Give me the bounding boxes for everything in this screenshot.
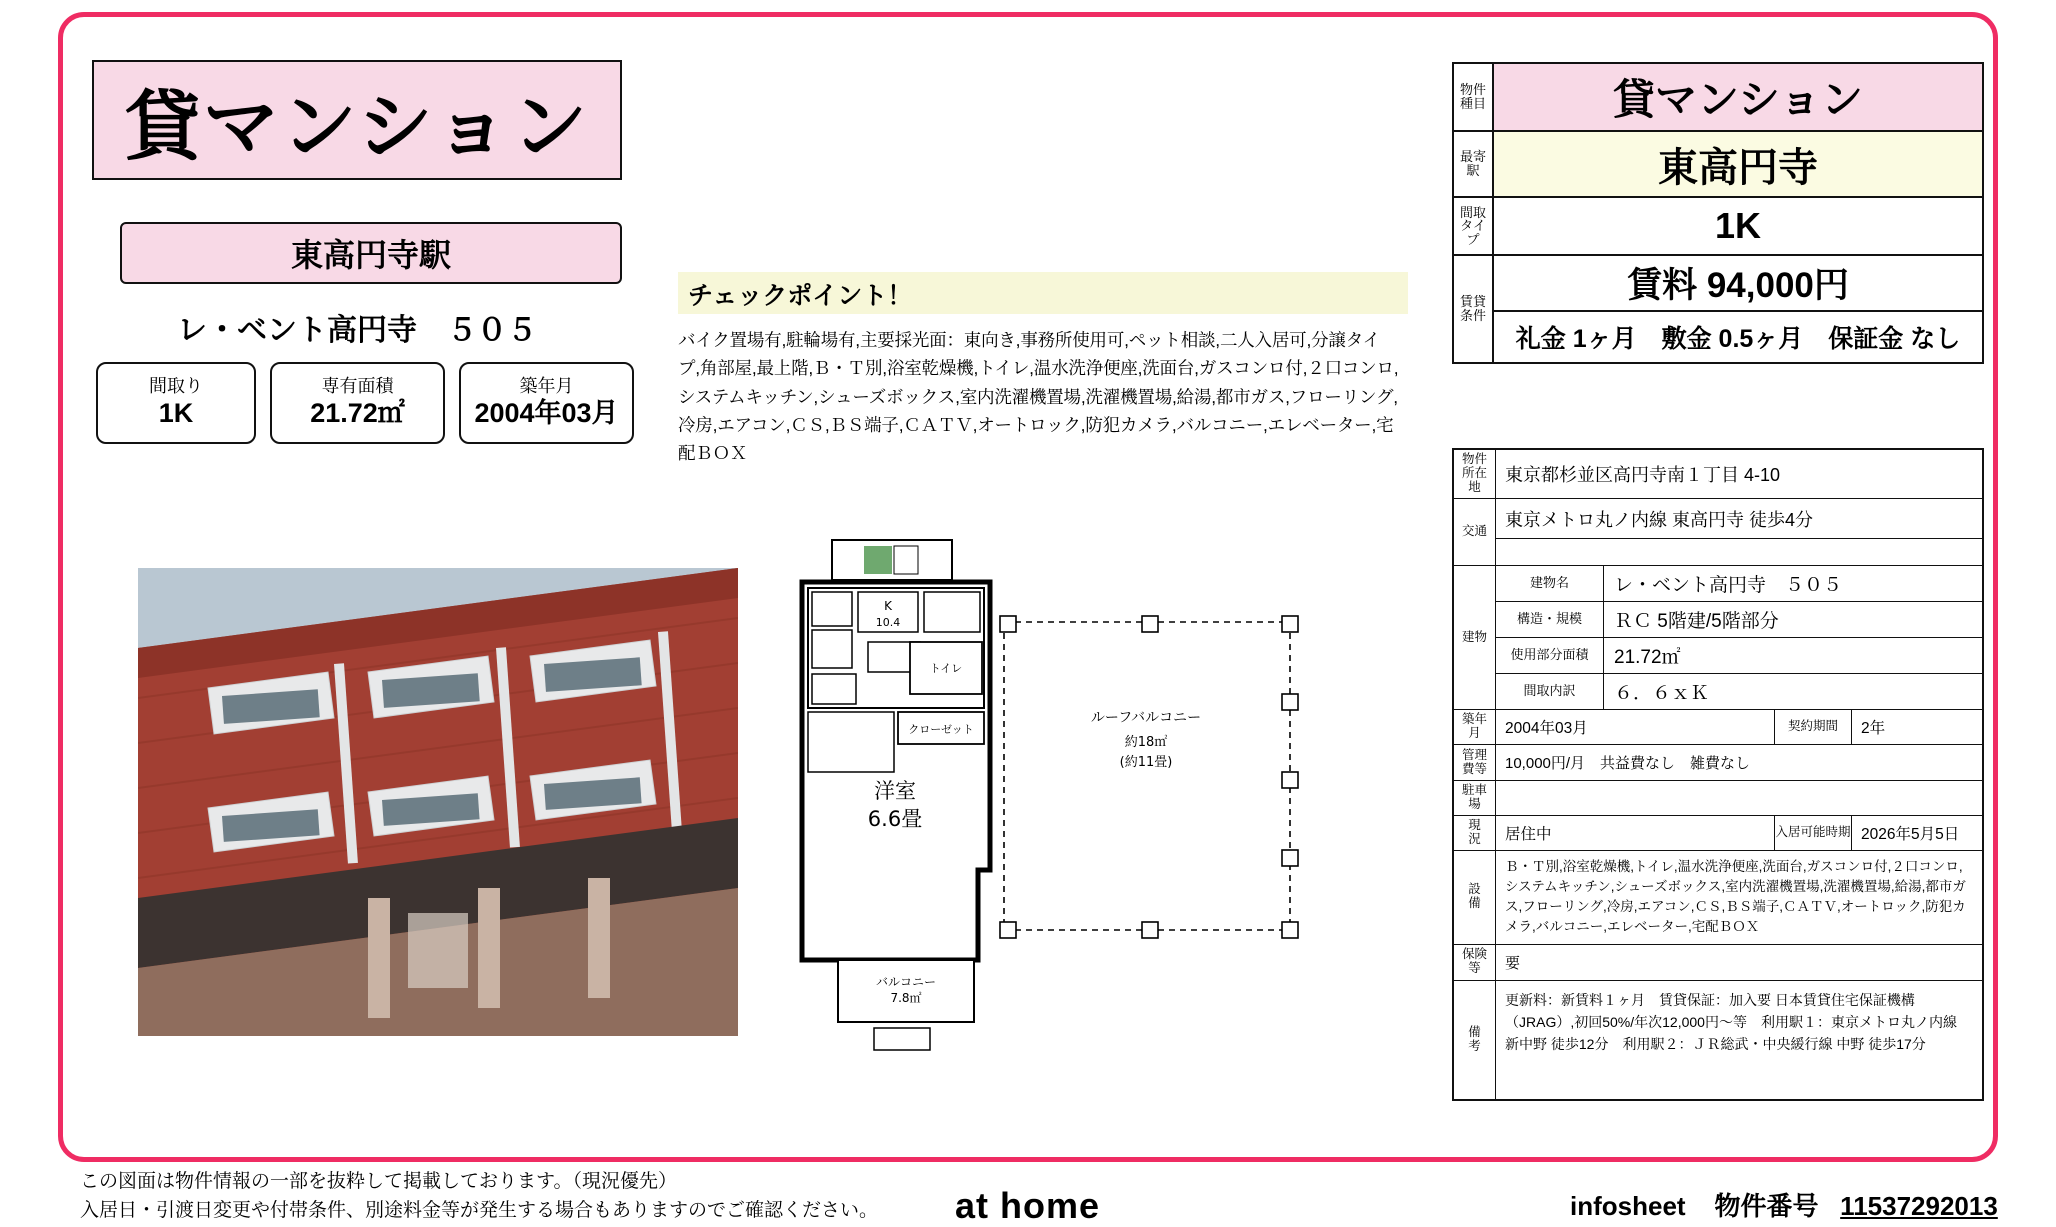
summary-layout-value: 1K [1714,205,1762,246]
property-type-title-text: 貸マンション [124,81,590,171]
traffic-value: 東京メトロ丸ノ内線 東高円寺 徒歩4分 [1496,499,1982,539]
spec-built [459,362,634,444]
property-photo [138,568,738,1036]
building-row-layout [1496,674,1982,709]
address-value: 東京都杉並区高円寺南１丁目 4-10 [1505,465,1781,485]
athome-logo-text: at home [955,1185,1101,1226]
property-no-value: 11537292013 [1840,1191,1998,1221]
mgmt-label: 管理費等 [1454,745,1496,780]
status-value: 居住中 [1505,825,1552,843]
building-row-name [1496,566,1982,602]
property-no-label: 物件番号 [1714,1191,1819,1221]
mgmt-value: 10,000円/月 共益費なし 雑費なし [1505,755,1751,772]
summary-type-label: 物件種目 [1454,64,1494,130]
property-photo-image [138,568,738,1036]
parking-label: 駐車場 [1454,781,1496,815]
summary-fees-value: 礼金 1ヶ月 敷金 0.5ヶ月 保証金 なし [1515,325,1961,353]
movein-label: 入居可能時期 [1774,816,1852,850]
svg-text:10.4: 10.4 [875,616,901,629]
svg-text:トイレ: トイレ [929,662,963,675]
summary-rent-label: 賃貸条件 [1454,256,1494,362]
svg-text:ルーフバルコニー: ルーフバルコニー [1090,710,1202,726]
summary-layout-label: 間取タイプ [1454,198,1494,254]
detail-row-building [1454,566,1982,710]
summary-type-value: 貸マンション [1494,64,1982,130]
svg-text:洋室: 洋室 [874,779,916,803]
insurance-value: 要 [1505,954,1521,972]
building-row-area [1496,638,1982,674]
detail-row-insurance [1454,945,1982,981]
building-layout-label: 間取内訳 [1496,674,1604,709]
spec-row [96,362,634,444]
building-structure-value: ＲＣ 5階建/5階部分 [1614,611,1779,632]
footer-note-line1: この図面は物件情報の一部を抜粋して掲載しております。（現況優先） [80,1171,677,1192]
building-area-label: 使用部分面積 [1496,638,1604,673]
spec-built-value: 2004年03月 [474,398,619,429]
detail-row-mgmt [1454,745,1982,781]
summary-row-layout [1454,198,1982,256]
detail-row-traffic [1454,499,1982,566]
spec-layout [96,362,256,444]
summary-row-station [1454,132,1982,198]
status-label: 現 況 [1454,816,1496,850]
building-label: 建物 [1454,566,1496,709]
station-badge [120,222,622,284]
spec-built-label: 築年月 [519,375,574,396]
equipment-value: Ｂ・Ｔ別,浴室乾燥機,トイレ,温水洗浄便座,洗面台,ガスコンロ付,２口コンロ,システムキッチン,シューズボックス,室内洗濯機置場,洗濯機置場,給湯,都市ガス,フローリング,冷房,エアコン,ＣＳ,ＢＳ端子,ＣＡＴＶ,オートロック,防犯カメラ,バルコニー,エレベーター,宅配ＢＯＸ [1505,858,1966,935]
detail-row-status [1454,816,1982,851]
insurance-label: 保険等 [1454,945,1496,980]
infosheet-label: infosheet [1570,1191,1686,1221]
spec-area-value: 21.72㎡ [310,398,405,429]
spec-area [270,362,445,444]
contract-label: 契約期間 [1774,710,1852,744]
detail-row-address [1454,450,1982,499]
property-type-title [92,60,622,180]
equipment-label: 設 備 [1454,851,1496,944]
builtyear-contract-row [1496,710,1982,744]
summary-box [1452,62,1984,364]
summary-row-rent [1454,256,1982,362]
checkpoint-title: チェックポイント！ [688,282,913,310]
svg-text:バルコニー: バルコニー [875,975,937,989]
status-movein-row [1496,816,1982,850]
floorplan [790,530,1350,1060]
spec-layout-label: 間取り [149,375,203,396]
checkpoint-body: バイク置場有,駐輪場有,主要採光面：東向き,事務所使用可,ペット相談,二人入居可,分譲タイプ,角部屋,最上階,Ｂ・Ｔ別,浴室乾燥機,トイレ,温水洗浄便座,洗面台,ガスコンロ付,２口コンロ,システムキッチン,シューズボックス,室内洗濯機置場,洗濯機置場,給湯,都市ガス,フローリング,冷房,エアコン,ＣＳ,ＢＳ端子,ＣＡＴＶ,オートロック,防犯カメラ,バルコニー,エレベーター,宅配ＢＯＸ [678,330,1399,464]
building-structure-label: 構造・規模 [1496,602,1604,637]
footer-note-line2: 入居日・引渡日変更や付帯条件、別途料金等が発生する場合もありますのでご確認ください。 [80,1199,879,1221]
remarks-value: 更新料：新賃料１ヶ月 賃貸保証：加入要 日本賃貸住宅保証機構（JRAG）,初回50%/年次12,000円〜等 利用駅１：東京メトロ丸ノ内線 新中野 徒歩12分 利用駅２：ＪＲ総武・中央緩行線 中野 徒歩17分 [1505,991,1957,1053]
remarks-label: 備 考 [1454,981,1496,1099]
parking-value [1496,781,1982,807]
svg-text:クローゼット: クローゼット [908,723,974,736]
spec-layout-value: 1K [158,398,194,429]
building-row-structure [1496,602,1982,638]
building-subtable [1496,566,1982,709]
building-name: レ・ベント高円寺 ５０５ [177,314,537,347]
athome-logo [955,1185,1100,1227]
svg-text:6.6畳: 6.6畳 [867,807,923,831]
svg-text:7.8㎡: 7.8㎡ [890,991,922,1005]
summary-row-type [1454,64,1982,132]
station-badge-text: 東高円寺駅 [290,237,451,273]
detail-row-equipment [1454,851,1982,945]
svg-text:約18㎡: 約18㎡ [1124,735,1168,750]
traffic-value-2 [1496,539,1982,565]
builtyear-value: 2004年03月 [1505,720,1588,737]
infosheet-footer [1570,1186,1998,1223]
building-name-label: 建物名 [1496,566,1604,601]
movein-value: 2026年5月5日 [1861,825,1960,843]
detail-row-builtyear [1454,710,1982,745]
building-area-value: 21.72㎡ [1614,647,1681,668]
detail-row-parking [1454,781,1982,816]
detail-table [1452,448,1984,1101]
traffic-label: 交通 [1454,499,1496,565]
detail-row-remarks [1454,981,1982,1099]
building-layout-value: ６．６ｘＫ [1614,683,1710,704]
summary-station-value: 東高円寺 [1494,132,1982,196]
building-name-value: レ・ベント高円寺 ５０５ [1614,575,1843,596]
svg-text:K: K [884,599,892,613]
footer-note [80,1168,878,1225]
summary-rent-value: 賃料 94,000円 [1494,256,1982,312]
address-label: 物件所在地 [1454,450,1496,498]
svg-text:(約11畳): (約11畳) [1119,755,1173,770]
builtyear-label: 築年月 [1454,710,1496,744]
summary-station-label: 最寄駅 [1454,132,1494,196]
contract-value: 2年 [1861,720,1886,737]
spec-area-label: 専有面積 [321,375,394,396]
floorplan-drawing [790,530,1350,1060]
